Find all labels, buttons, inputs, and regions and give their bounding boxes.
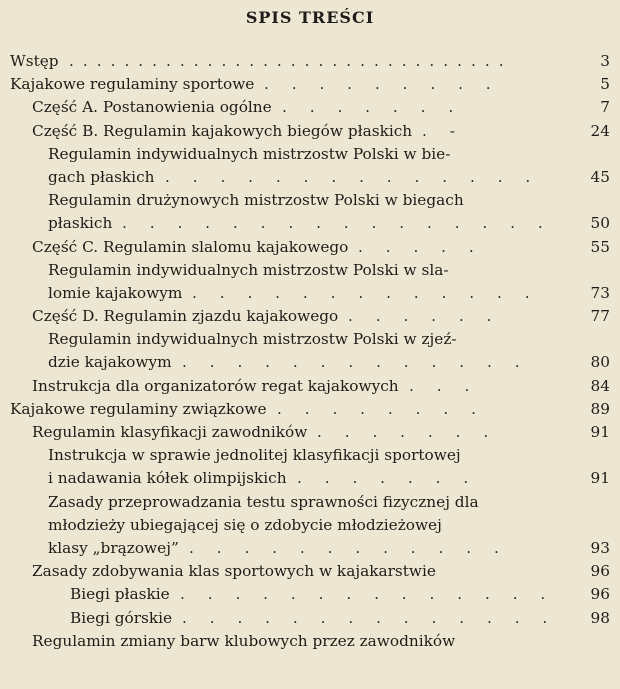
toc-page-number: 91 xyxy=(590,469,610,488)
toc-entry xyxy=(0,189,620,212)
toc-page-number: 5 xyxy=(600,75,610,94)
toc-entry-title: Część C. Regulamin slalomu kajakowego xyxy=(32,237,349,256)
toc-page-number: 93 xyxy=(590,538,610,557)
toc-entry-title: Regulamin drużynowych mistrzostw Polski w biegach xyxy=(48,191,464,210)
toc-entry-title: Regulamin indywidualnych mistrzostw Polski w bie- xyxy=(48,144,451,163)
toc-entry xyxy=(0,212,620,235)
toc-entry-title: Instrukcja w sprawie jednolitej klasyfikacji sportowej xyxy=(48,446,461,465)
toc-entry-title: Kajakowe regulaminy sportowe xyxy=(10,75,255,94)
toc-entry xyxy=(0,467,620,490)
toc-page-number: 91 xyxy=(590,423,610,441)
toc-page-number: 89 xyxy=(590,399,610,418)
toc-entry xyxy=(0,607,620,630)
toc-entry xyxy=(0,583,620,606)
toc-leader-dots: . . . . . . . . . . . . xyxy=(189,538,508,557)
toc-entry xyxy=(0,305,620,328)
toc-leader-dots: . . . . . xyxy=(358,237,483,256)
toc-page-number: 96 xyxy=(590,562,610,581)
toc-entry-title: Część A. Postanowienia ogólne xyxy=(32,98,272,117)
toc-entry-title: młodzieży ubiegającej się o zdobycie młodzieżowej xyxy=(48,515,442,534)
toc-leader-dots: . . . . . . . . . . . . . . xyxy=(180,585,555,604)
toc-entry-title: Zasady przeprowadzania testu sprawności fizycznej dla xyxy=(48,492,479,511)
toc-entry xyxy=(0,421,620,444)
toc-entry xyxy=(0,444,620,467)
toc-page-number: 24 xyxy=(590,121,610,140)
toc-page-number: 84 xyxy=(590,376,610,395)
toc-entry-title: Regulamin indywidualnych mistrzostw Polski w sla- xyxy=(48,260,449,279)
toc-leader-dots: . . . . . . . . . . . . . . . . xyxy=(122,214,552,233)
toc-page-number: 55 xyxy=(590,237,610,256)
page-title: SPIS TREŚCI xyxy=(245,8,375,27)
toc-entry xyxy=(0,50,620,73)
toc-entry xyxy=(0,236,620,259)
toc-leader-dots: . . . . . . xyxy=(348,307,501,326)
toc-entry-title: Kajakowe regulaminy związkowe xyxy=(10,399,267,418)
toc-leader-dots: ................................ xyxy=(69,52,513,70)
toc-entry xyxy=(0,328,620,351)
toc-entry xyxy=(0,96,620,119)
toc-entry-title: Instrukcja dla organizatorów regat kajakowych xyxy=(32,376,399,395)
toc-page-number: 77 xyxy=(590,307,610,326)
toc-entry xyxy=(0,282,620,305)
toc-entry-title: i nadawania kółek olimpijskich xyxy=(48,469,287,488)
toc-entry-title: Regulamin klasyfikacji zawodników xyxy=(32,423,308,441)
toc-entry-title: Część D. Regulamin zjazdu kajakowego xyxy=(32,307,339,326)
toc-entry xyxy=(0,537,620,560)
toc-leader-dots: . . . . . . . xyxy=(282,98,463,117)
toc-entry-title: gach płaskich xyxy=(48,167,155,186)
toc-entry xyxy=(0,560,620,583)
toc-entry-title: klasy „brązowej” xyxy=(48,538,179,557)
toc-leader-dots: . - xyxy=(422,121,464,140)
toc-entry-title: Zasady zdobywania klas sportowych w kajakarstwie xyxy=(32,562,436,581)
toc-entry-title: lomie kajakowym xyxy=(48,283,183,302)
toc-entry xyxy=(0,259,620,282)
toc-entry xyxy=(0,375,620,398)
toc-leader-dots: . . . . . . . . . . . . . xyxy=(192,283,539,302)
toc-page-number: 73 xyxy=(590,283,610,302)
toc-leader-dots: . . . . . . . xyxy=(317,423,498,441)
toc-page-number: 45 xyxy=(590,167,610,186)
toc-leader-dots: . . . . . . . . xyxy=(277,399,485,418)
toc-entry-title: Wstęp xyxy=(10,52,59,70)
toc-entry xyxy=(0,514,620,537)
toc-leader-dots: . . . . . . . . . . . . . . xyxy=(165,167,540,186)
toc-page-number: 3 xyxy=(600,52,610,70)
toc-leader-dots: . . . . . . . . . xyxy=(264,75,500,94)
toc-leader-dots: . . . . . . . . . . . . . xyxy=(182,353,529,372)
toc-leader-dots: . . . xyxy=(409,376,479,395)
toc-list xyxy=(0,50,620,653)
toc-entry-title: Regulamin zmiany barw klubowych przez zawodników xyxy=(32,631,456,650)
toc-leader-dots: . . . . . . . xyxy=(297,469,478,488)
toc-entry xyxy=(0,143,620,166)
toc-entry-title: Biegi płaskie xyxy=(70,585,170,604)
toc-entry xyxy=(0,398,620,421)
toc-entry xyxy=(0,120,620,143)
toc-entry-title: Regulamin indywidualnych mistrzostw Polski w zjeź- xyxy=(48,330,457,349)
toc-leader-dots: . . . . . . . . . . . . . . xyxy=(182,608,557,627)
toc-entry-title: dzie kajakowym xyxy=(48,353,172,372)
toc-entry-title: Część B. Regulamin kajakowych biegów płaskich xyxy=(32,121,413,140)
toc-page-number: 7 xyxy=(600,98,610,117)
toc-entry-title: płaskich xyxy=(48,214,113,233)
toc-entry xyxy=(0,166,620,189)
toc-entry-title: Biegi górskie xyxy=(70,608,173,627)
toc-entry xyxy=(0,630,620,653)
toc-page-number: 80 xyxy=(590,353,610,372)
toc-page-number: 98 xyxy=(590,608,610,627)
toc-entry xyxy=(0,351,620,374)
toc-page-number: 96 xyxy=(590,585,610,604)
toc-entry xyxy=(0,491,620,514)
toc-entry xyxy=(0,73,620,96)
toc-page-number: 50 xyxy=(590,214,610,233)
